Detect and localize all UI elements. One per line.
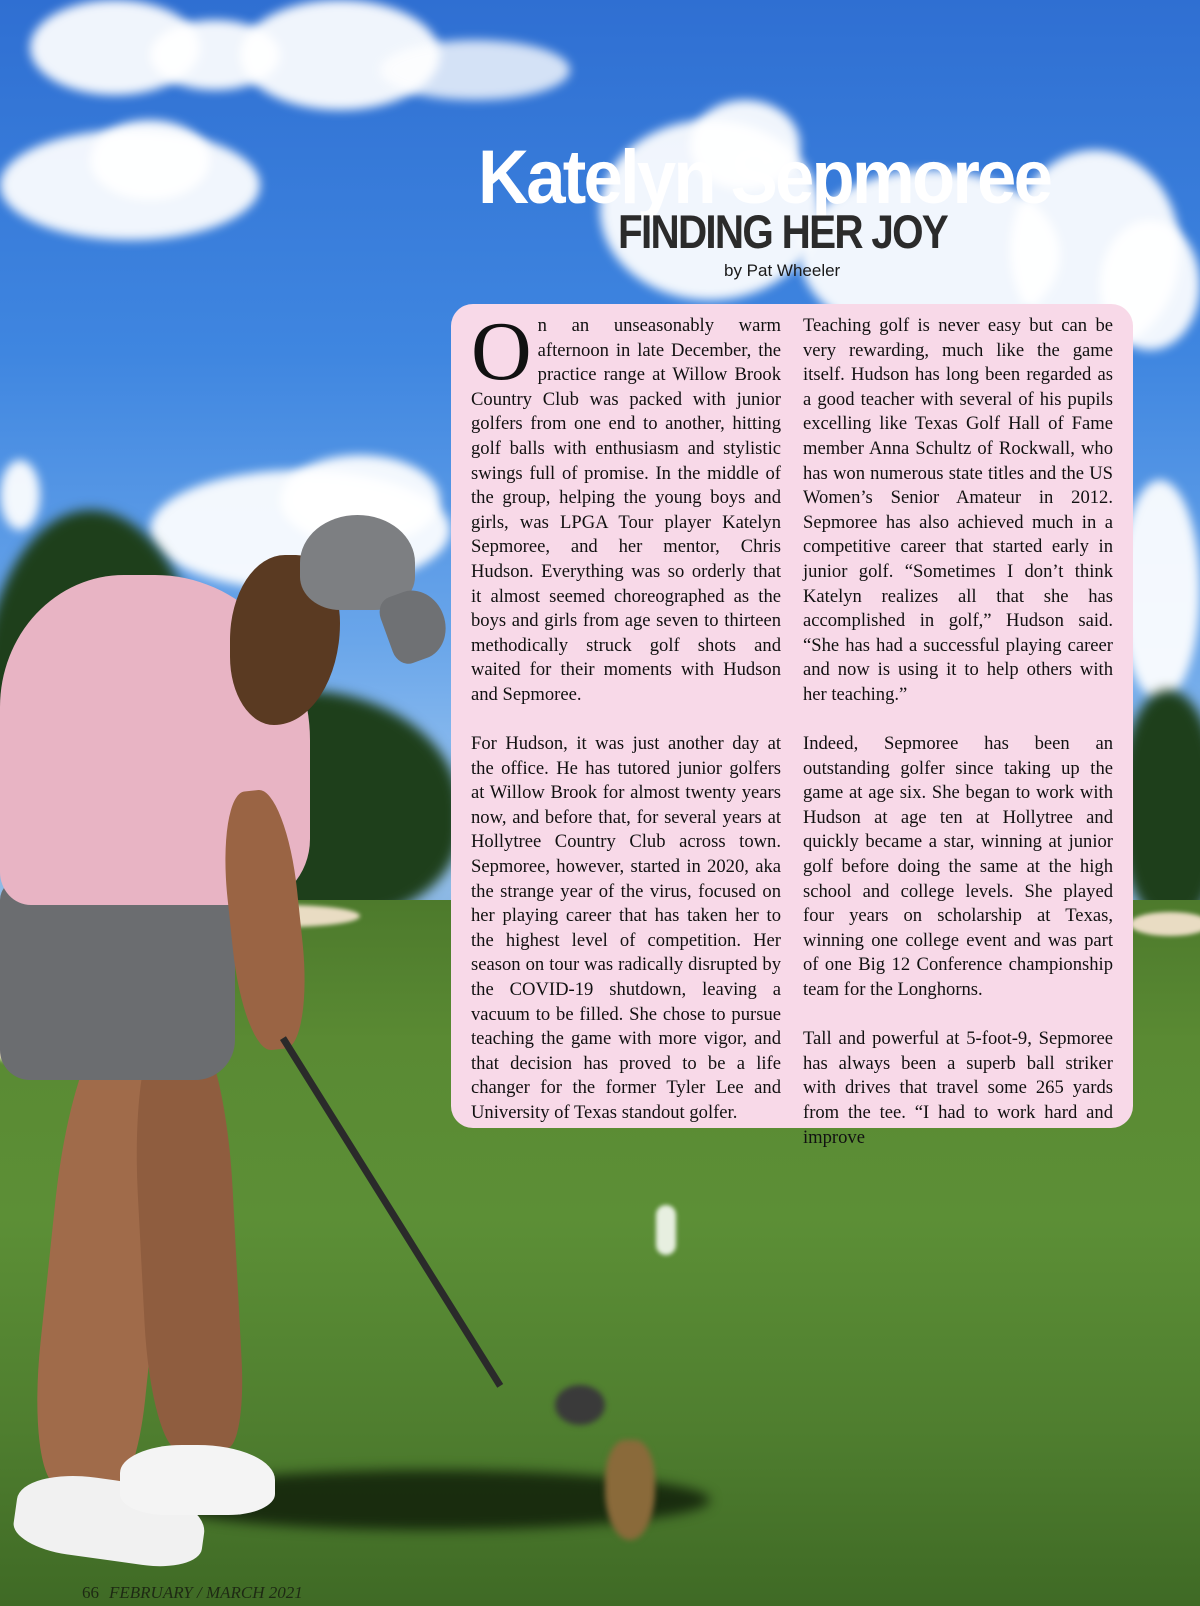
byline: by Pat Wheeler <box>724 261 841 280</box>
paragraph-text: n an unseasonably warm afternoon in late December, the practice range at Willow Brook Country Club was packed with junior golfers from one end to another, hitting golf balls with enthusiasm and stylistic swings full of promise. In the middle of the group, helping the young boys and girls, was LPGA Tour player Katelyn Sepmoree, and her mentor, Chris Hudson. Everything was so orderly that it almost seemed choreographed as the boys and girls from age seven to thirteen methodically struck golf shots and waited for their moments with Hudson and Sepmoree. <box>471 315 781 705</box>
cloud <box>90 120 210 200</box>
article-subtitle: FINDING HER JOY <box>618 205 948 258</box>
paragraph: Tall and powerful at 5-foot-9, Sepmoree has always been a superb ball striker with drives that travel some 265 yards from the tee. “I had to work hard and improve <box>803 1028 1113 1148</box>
golf-ball <box>656 1205 676 1255</box>
sand-bunker <box>1130 912 1200 936</box>
golfer-shoe <box>120 1445 275 1515</box>
paragraph: Teaching golf is never easy but can be very rewarding, much like the game itself. Hudson has long been regarded as a good teacher with several of his pupils excelling like Texas Golf Hall of Fame member Anna Schultz of Rockwall, who has won numerous state titles and the US Women’s Senior Amateur in 2012. Sepmoree has also achieved much in a competitive career that started early in junior golf. “Sometimes I don’t think Katelyn realizes all that she has accomplished in golf,” Hudson said. “She has had a successful playing career and now is using it to help others with her teaching.” <box>803 315 1113 705</box>
club-head <box>555 1385 605 1425</box>
paragraph: Indeed, Sepmoree has been an outstanding golfer since taking up the game at age six. She began to work with Hudson at age ten at Hollytree and quickly became a star, winning at junior golf before doing the same at the high school and college levels. She played four years on scholarship at Texas, winning one college event and was part of one Big 12 Conference championship team for the Longhorns. <box>803 733 1113 1001</box>
cloud <box>380 40 570 100</box>
drop-cap: O <box>471 305 532 398</box>
divot <box>605 1440 655 1540</box>
article-title: Katelyn Sepmoree <box>478 135 1051 220</box>
article-column-right <box>803 314 1113 1148</box>
article-panel <box>451 304 1133 1148</box>
golfer-shorts <box>0 880 235 1080</box>
cloud <box>0 460 40 530</box>
article-column-left <box>471 305 781 1128</box>
page-number: 66 <box>82 1583 99 1602</box>
paragraph: For Hudson, it was just another day at the office. He has tutored junior golfers at Willow Brook for almost twenty years now, and before that, for several years at Hollytree Country Club across town. Sepmoree, however, started in 2020, aka the strange year of the virus, focused on her playing career that has taken her to the highest level of competition. Her season on tour was radically disrupted by the COVID-19 shutdown, leaving a vacuum to be filled. She chose to pursue teaching the game with more vigor, and that decision has proved to be a life changer for the former Tyler Lee and University of Texas standout golfer. <box>471 733 781 1123</box>
issue-date: FEBRUARY / MARCH 2021 <box>109 1583 303 1602</box>
page-footer <box>82 1583 303 1603</box>
paragraph <box>471 305 781 708</box>
